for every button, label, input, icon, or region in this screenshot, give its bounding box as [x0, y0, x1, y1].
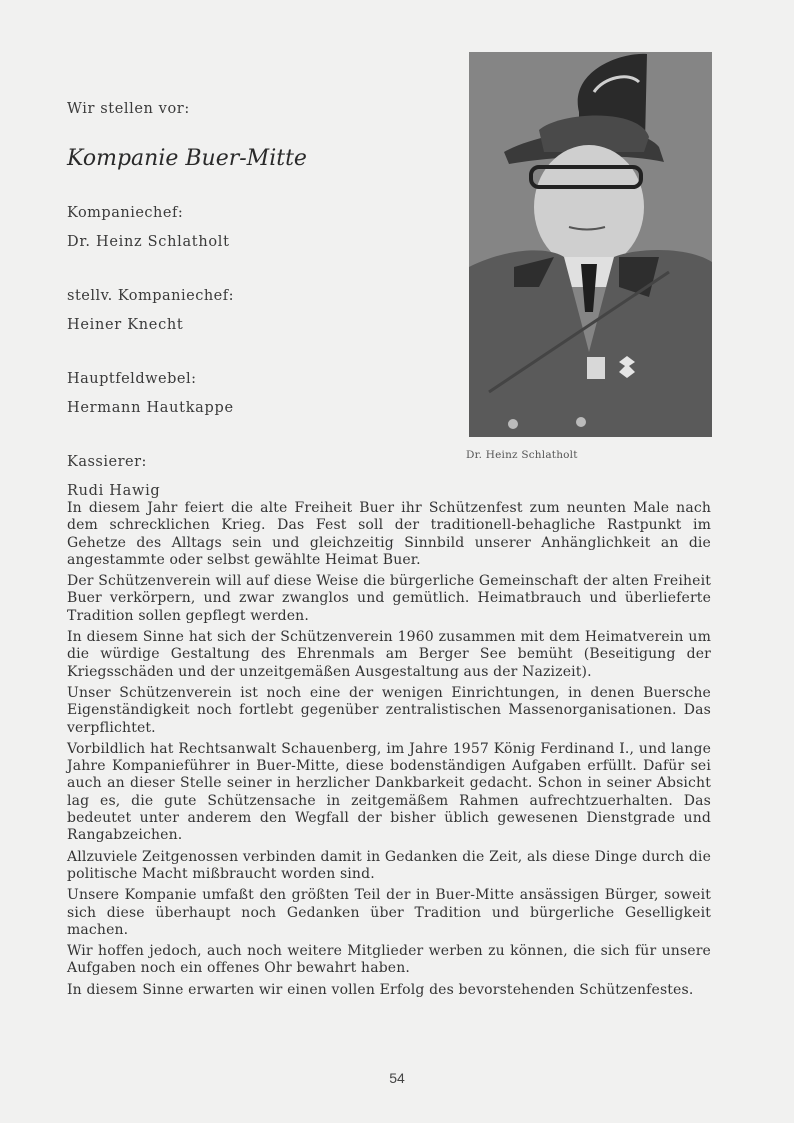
officer-entry [67, 196, 427, 260]
paragraph: Der Schützenverein will auf diese Weise die bürgerliche Gemeinschaft der alten Freiheit Buer verkörpern, und zwar zwanglos und gemütlich. Heimatbrauch und überlieferte Tradition sollen gepflegt werden. [67, 573, 711, 624]
role-name: Hermann Hautkappe [67, 400, 234, 416]
officer-entry [67, 362, 427, 426]
role-label: Hauptfeldwebel: [67, 371, 197, 387]
role-label: Kassierer: [67, 454, 147, 470]
intro-text: Wir stellen vor: [67, 101, 190, 117]
role-name: Rudi Hawig [67, 483, 161, 499]
role-label: Kompaniechef: [67, 205, 184, 221]
paragraph: Wir hoffen jedoch, auch noch weitere Mitglieder werben zu können, die sich für unsere Aufgaben noch ein offenes Ohr bewahrt haben. [67, 943, 711, 977]
article-body [67, 500, 711, 1003]
portrait-illustration [469, 52, 712, 437]
paragraph: In diesem Jahr feiert die alte Freiheit Buer ihr Schützenfest zum neunten Male nach dem schrecklichen Krieg. Das Fest soll der traditionell-behagliche Rastpunkt im Gehetze des Alltags sein und gleichzeitig Sinnbild unserer Anhänglichkeit an die angestammte oder selbst gewählte Heimat Buer. [67, 500, 711, 568]
officer-entry [67, 279, 427, 343]
role-name: Dr. Heinz Schlatholt [67, 234, 230, 250]
role-name: Heiner Knecht [67, 317, 184, 333]
paragraph: Unser Schützenverein ist noch eine der wenigen Einrichtungen, in denen Buersche Eigenständigkeit noch fortlebt gegenüber zentralistischen Massenorganisationen. Das verpflichtet. [67, 684, 711, 736]
paragraph: Unsere Kompanie umfaßt den größten Teil der in Buer-Mitte ansässigen Bürger, soweit sich diese überhaupt noch Gedanken über Tradition und bürgerliche Geselligkeit machen. [67, 887, 711, 938]
page-title: Kompanie Buer-Mitte [67, 146, 307, 171]
paragraph: In diesem Sinne hat sich der Schützenverein 1960 zusammen mit dem Heimatverein um die würdige Gestaltung des Ehrenmals am Berger See bemüht (Beseitigung der Kriegsschäden und der unzeitgemäßen Ausgestaltung aus der Nazizeit). [67, 629, 711, 680]
role-label: stellv. Kompaniechef: [67, 288, 235, 304]
page-number: 54 [389, 1070, 405, 1086]
officer-list [67, 196, 427, 528]
paragraph: In diesem Sinne erwarten wir einen vollen Erfolg des bevorstehenden Schützenfestes. [67, 981, 694, 998]
photo-caption: Dr. Heinz Schlatholt [466, 449, 578, 461]
paragraph: Vorbildlich hat Rechtsanwalt Schauenberg, im Jahre 1957 König Ferdinand I., und lange Jahre Kompanieführer in Buer-Mitte, diese bodenständigen Aufgaben erfüllt. Dafür sei auch an dieser Stelle seiner in herzlicher Dankbarkeit gedacht. Schon in seiner Absicht lag es, die gute Schützensache in zeitgemäßem Rahmen aufrechtzuerhalten. Das bedeutet unter anderem den Wegfall der bisher üblich gewesenen Dienstgrade und Rangabzeichen. [67, 740, 711, 844]
paragraph: Allzuviele Zeitgenossen verbinden damit in Gedanken die Zeit, als diese Dinge durch die politische Macht mißbraucht worden sind. [67, 848, 711, 882]
portrait-photo [469, 52, 712, 437]
